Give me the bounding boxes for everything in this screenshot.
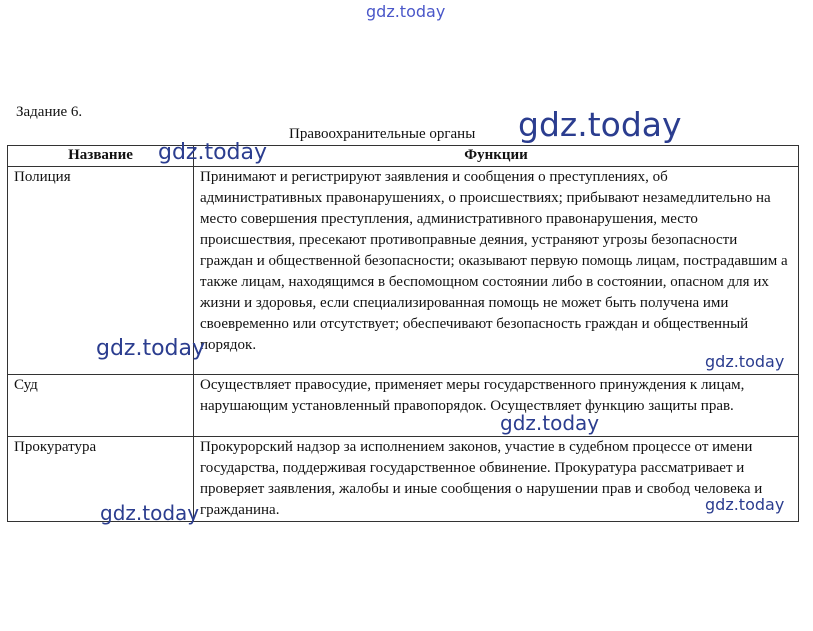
table-header-row xyxy=(8,146,799,167)
header-functions: Функции xyxy=(194,146,799,167)
task-title: Задание 6. xyxy=(16,104,83,120)
row-functions: Принимают и регистрируют заявления и сообщения о преступлениях, об административных правонарушениях, о происшествиях; прибывают незамедлительно на место совершения преступления, административного правонарушения, место происшествия, пресекают противоправные деяния, устраняют угрозы безопасности граждан и общественной безопасности; оказывают первую помощь лицам, пострадавшим а также лицам, находящимся в беспомощном состоянии либо в состоянии, опасном для их жизни и здоровья, если специализированная помощь не может быть получена ими своевременно или отсутствует; обеспечивают безопасность граждан и общественный порядок. xyxy=(194,167,799,375)
row-functions: Осуществляет правосудие, применяет меры государственного принуждения к лицам, нарушающим установленный правопорядок. Осуществляет функцию защиты прав. xyxy=(194,375,799,437)
watermark: gdz.today xyxy=(366,2,446,21)
watermark: gdz.today xyxy=(705,495,785,514)
row-name: Прокуратура xyxy=(8,437,194,522)
watermark: gdz.today xyxy=(705,352,785,371)
row-name: Полиция xyxy=(8,167,194,375)
row-name: Суд xyxy=(8,375,194,437)
law-enforcement-table xyxy=(7,145,799,525)
table-caption: Правоохранительные органы xyxy=(289,126,476,142)
watermark: gdz.today xyxy=(158,140,268,165)
table-row xyxy=(8,375,799,437)
header-name: Название xyxy=(8,146,194,167)
row-functions: Прокурорский надзор за исполнением законов, участие в судебном процессе от имени государства, поддерживая государственное обвинение. Прокуратура рассматривает и проверяет заявления, жалобы и иные сообщения о нарушении прав и свобод человека и гражданина. xyxy=(194,437,799,522)
watermark: gdz.today xyxy=(100,501,200,525)
watermark: gdz.today xyxy=(500,411,600,435)
watermark: gdz.today xyxy=(518,105,682,144)
watermark: gdz.today xyxy=(96,336,206,361)
